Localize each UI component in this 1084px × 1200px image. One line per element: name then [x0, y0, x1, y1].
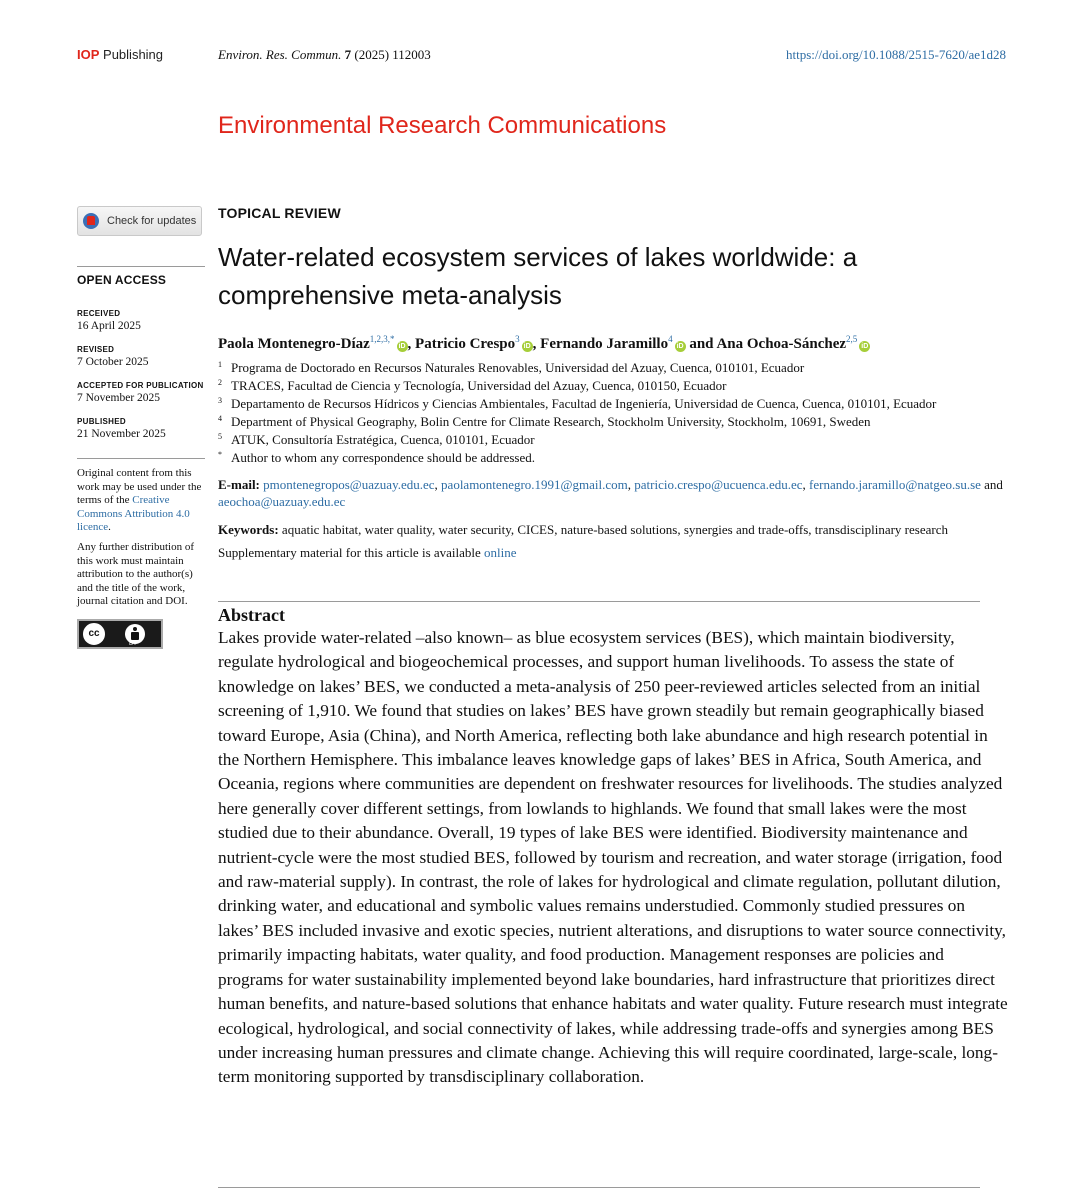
- divider: [218, 601, 980, 602]
- affiliation-item: [218, 377, 1008, 395]
- date-received: [77, 309, 207, 332]
- check-updates-button[interactable]: [77, 206, 202, 236]
- license-text: [77, 467, 207, 609]
- affiliation-number: 5: [218, 432, 222, 441]
- cc-icon: cc: [83, 623, 105, 645]
- author-separator: ,: [407, 336, 416, 352]
- publisher-logo-bold: IOP: [77, 47, 100, 62]
- affiliation-item: [218, 395, 1008, 413]
- date-published: [77, 417, 207, 440]
- orcid-icon[interactable]: iD: [523, 343, 531, 350]
- date-label: ACCEPTED FOR PUBLICATION: [77, 381, 204, 390]
- author-affil: 4: [668, 334, 673, 344]
- cc-license-link[interactable]: Creative Commons Attribution 4.0 licence: [77, 494, 190, 534]
- email-label: E-mail:: [218, 477, 260, 492]
- date-value: 7 November 2025: [77, 392, 161, 404]
- article-main: [218, 205, 1008, 1090]
- keywords-label: Keywords:: [218, 522, 279, 537]
- affiliation-text: Departamento de Recursos Hídricos y Ciencias Ambientales, Facultad de Ingeniería, Universidad de Cuenca, Cuenca, 010101, Ecuador: [231, 396, 937, 411]
- affiliation-text: TRACES, Facultad de Ciencia y Tecnología, Universidad del Azuay, Cuenca, 010150, Ecuador: [231, 378, 727, 393]
- date-revised: [77, 345, 207, 368]
- affiliation-item: [218, 431, 1008, 449]
- sidebar: [77, 206, 207, 649]
- email-link[interactable]: fernando.jaramillo@natgeo.su.se: [809, 477, 981, 492]
- by-label: BY: [128, 640, 137, 647]
- date-accepted: [77, 381, 207, 404]
- affiliation-item: [218, 449, 1008, 467]
- license-paragraph: [77, 467, 207, 535]
- author[interactable]: [716, 336, 870, 352]
- page-header: [0, 46, 1084, 68]
- open-access-label: OPEN ACCESS: [77, 273, 167, 287]
- volume: 7: [344, 47, 352, 62]
- publisher-logo[interactable]: [77, 47, 163, 62]
- supplementary-link[interactable]: online: [484, 545, 517, 560]
- affiliation-number: 4: [218, 414, 222, 423]
- email-link[interactable]: aeochoa@uazuay.edu.ec: [218, 494, 346, 509]
- date-value: 16 April 2025: [77, 320, 141, 332]
- license-pre: Original content from this work may be used under the terms of the: [77, 467, 202, 507]
- license-post: .: [108, 521, 111, 534]
- article-title: Water-related ecosystem services of lakes worldwide: a comprehensive meta-analysis: [218, 242, 858, 310]
- date-value: 21 November 2025: [77, 428, 166, 440]
- affiliation-number: 3: [218, 396, 222, 405]
- email-block: E-mail: pmontenegropos@uazuay.edu.ec, paolamontenegro.1991@gmail.com, patricio.crespo@ucuenca.edu.ec, fernando.jaramillo@natgeo.su.se and aeochoa@uazuay.edu.ec: [218, 477, 1003, 509]
- affiliation-text: Programa de Doctorado en Recursos Naturales Renovables, Universidad del Azuay, Cuenca, 010101, Ecuador: [231, 360, 805, 375]
- affiliation-text: Author to whom any correspondence should be addressed.: [231, 450, 535, 465]
- orcid-icon[interactable]: iD: [861, 343, 869, 350]
- divider: [77, 266, 205, 267]
- keywords-block: [218, 521, 1008, 538]
- author[interactable]: [540, 336, 685, 352]
- author-affil: 1,2,3,*: [369, 334, 395, 344]
- abstract-text: Lakes provide water-related –also known– as blue ecosystem services (BES), which maintain biodiversity, regulate hydrological and biogeochemical processes, and support human livelihoods. To assess the state of knowledge on lakes’ BES, we conducted a meta-analysis of 250 peer-reviewed articles selected from an initial screening of 1,910. We found that studies on lakes’ BES have grown steadily but remain geographically biased toward Europe, Asia (China), and North America, reflecting both lake abundance and high research potential in the Northern Hemisphere. This imbalance leaves knowledge gaps of lakes’ BES in Africa, South America, and Oceania, regions where communities are dependent on freshwater resources for livelihoods. The studies analyzed here generally cover different settings, from lowlands to highlands. We found that small lakes were the most studied due to their abundance. Overall, 19 types of lake BES were identified. Biodiversity maintenance and nutrient-cycle were the most studied BES, followed by tourism and recreation, and water storage (irrigation, food and raw-material supply). In contrast, the role of lakes for hydrological and climate regulation, pollutant dilution, drinking water, and educational and symbolic values remains understudied. Commonly studied pressures on lakes’ BES included invasive and exotic species, nutrient alterations, and disruptions to water source connectivity, primarily impacting habitats, water quality, and food production. Management responses are policies and programs for water sustainability implemented beyond lake boundaries, hard infrastructure that prioritizes direct human benefits, and nature-based solutions that enhance habitats and water quality. Future research must integrate ecological, hydrological, and social connectivity of lakes, while addressing trade-offs and synergies among BES under increasing human pressures and climate change. Achieving this will require coordinated, large-scale, long-term monitoring supported by transdisciplinary collaboration.: [218, 628, 1008, 1087]
- affiliation-number: 2: [218, 378, 222, 387]
- author-name: Fernando Jaramillo: [540, 336, 669, 352]
- doi-link[interactable]: https://doi.org/10.1088/2515-7620/ae1d28: [785, 47, 1006, 62]
- divider: [218, 1187, 980, 1188]
- author-affil: 2,5: [846, 334, 858, 344]
- author-separator: and: [685, 336, 717, 352]
- journal-name: Environmental Research Communications: [218, 112, 667, 139]
- keywords-text: aquatic habitat, water quality, water security, CICES, nature-based solutions, synergies and trade-offs, transdisciplinary research: [281, 522, 948, 537]
- author[interactable]: [218, 336, 408, 352]
- affiliation-text: ATUK, Consultoría Estratégica, Cuenca, 010101, Ecuador: [231, 432, 535, 447]
- affiliation-text: Department of Physical Geography, Bolin Centre for Climate Research, Stockholm University, Stockholm, 10691, Sweden: [231, 414, 871, 429]
- author-affil: 3: [515, 334, 520, 344]
- article-type: TOPICAL REVIEW: [218, 205, 341, 221]
- author-separator: ,: [532, 336, 541, 352]
- author-name: Paola Montenegro-Díaz: [218, 336, 370, 352]
- citation: [218, 47, 431, 63]
- email-link[interactable]: paolamontenegro.1991@gmail.com: [441, 477, 628, 492]
- email-link[interactable]: patricio.crespo@ucuenca.edu.ec: [634, 477, 803, 492]
- affiliations: [218, 359, 1008, 467]
- affiliation-number: 1: [218, 360, 222, 369]
- date-label: REVISED: [77, 345, 115, 354]
- affiliation-number: *: [218, 450, 222, 459]
- divider: [77, 458, 205, 459]
- affiliation-item: [218, 359, 1008, 377]
- check-updates-label: Check for updates: [107, 215, 197, 227]
- crossmark-icon: [83, 213, 99, 229]
- author-name: Patricio Crespo: [415, 336, 516, 352]
- date-label: PUBLISHED: [77, 417, 126, 426]
- orcid-icon[interactable]: iD: [398, 343, 406, 350]
- license-note: Any further distribution of this work must maintain attribution to the author(s) and the title of the work, journal citation and DOI.: [77, 540, 195, 608]
- supplementary-note: [218, 545, 1008, 561]
- publisher-logo-text: Publishing: [103, 47, 164, 62]
- year-article: (2025) 112003: [354, 47, 431, 62]
- date-label: RECEIVED: [77, 309, 121, 318]
- abstract-heading: Abstract: [218, 605, 285, 625]
- author[interactable]: [415, 336, 533, 352]
- author-name: Ana Ochoa-Sánchez: [716, 336, 847, 352]
- orcid-icon[interactable]: iD: [676, 343, 684, 350]
- cc-by-badge[interactable]: [77, 619, 163, 649]
- date-value: 7 October 2025: [77, 356, 149, 368]
- email-link[interactable]: pmontenegropos@uazuay.edu.ec: [263, 477, 435, 492]
- journal-abbrev: Environ. Res. Commun.: [218, 47, 342, 62]
- supplementary-text: Supplementary material for this article is available: [218, 545, 485, 560]
- email-and: and: [984, 477, 1003, 492]
- affiliation-item: [218, 413, 1008, 431]
- author-list: [218, 334, 1008, 353]
